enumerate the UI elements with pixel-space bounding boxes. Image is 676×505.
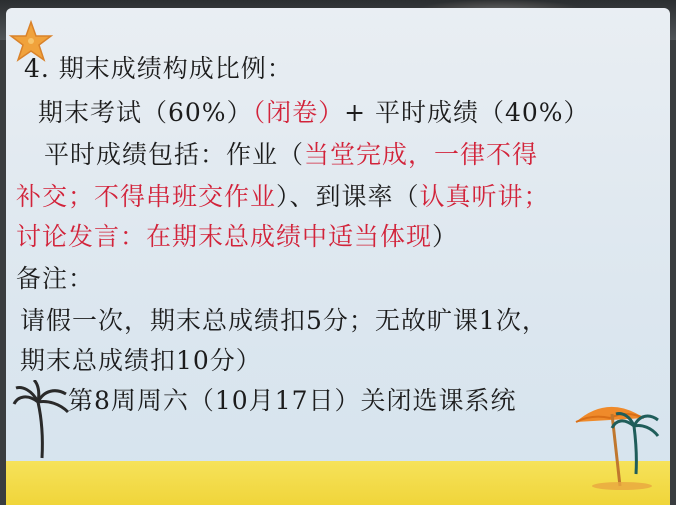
exam-ratio-prefix: 期末考试（60%） bbox=[38, 98, 253, 127]
note-line-2: 期末总成绩扣10分） bbox=[20, 346, 262, 375]
homework-rule-text: 当堂完成，一律不得 bbox=[304, 140, 539, 169]
note-line-1: 请假一次，期末总成绩扣5分；无故旷课1次， bbox=[20, 306, 548, 335]
usual-grade-prefix: 平时成绩包括：作业（ bbox=[44, 140, 305, 169]
closed-book-text: （闭卷） bbox=[252, 98, 345, 127]
palm-tree-icon bbox=[12, 380, 74, 460]
section-heading: 4. 期末成绩构成比例： bbox=[24, 54, 293, 83]
attendance-prefix: ）、到课率（ bbox=[276, 182, 420, 211]
no-late-homework-text: 补交；不得串班交作业 bbox=[16, 182, 277, 211]
palm-tree-icon bbox=[610, 406, 662, 476]
course-system-line: 第8周周六（10月17日）关闭选课系统 bbox=[68, 386, 517, 415]
discussion-line bbox=[16, 222, 458, 252]
presentation-slide bbox=[6, 8, 670, 505]
homework-continued-line bbox=[16, 182, 550, 212]
exam-ratio-suffix: + 平时成绩（40%） bbox=[344, 98, 590, 127]
usual-grade-line bbox=[44, 140, 538, 170]
slide-text bbox=[6, 8, 670, 505]
exam-ratio-line bbox=[38, 98, 590, 128]
discussion-suffix: ） bbox=[432, 222, 459, 251]
note-label: 备注： bbox=[16, 264, 95, 293]
discussion-text: 讨论发言：在期末总成绩中适当体现 bbox=[16, 222, 433, 251]
listen-carefully-text: 认真听讲； bbox=[419, 182, 550, 211]
